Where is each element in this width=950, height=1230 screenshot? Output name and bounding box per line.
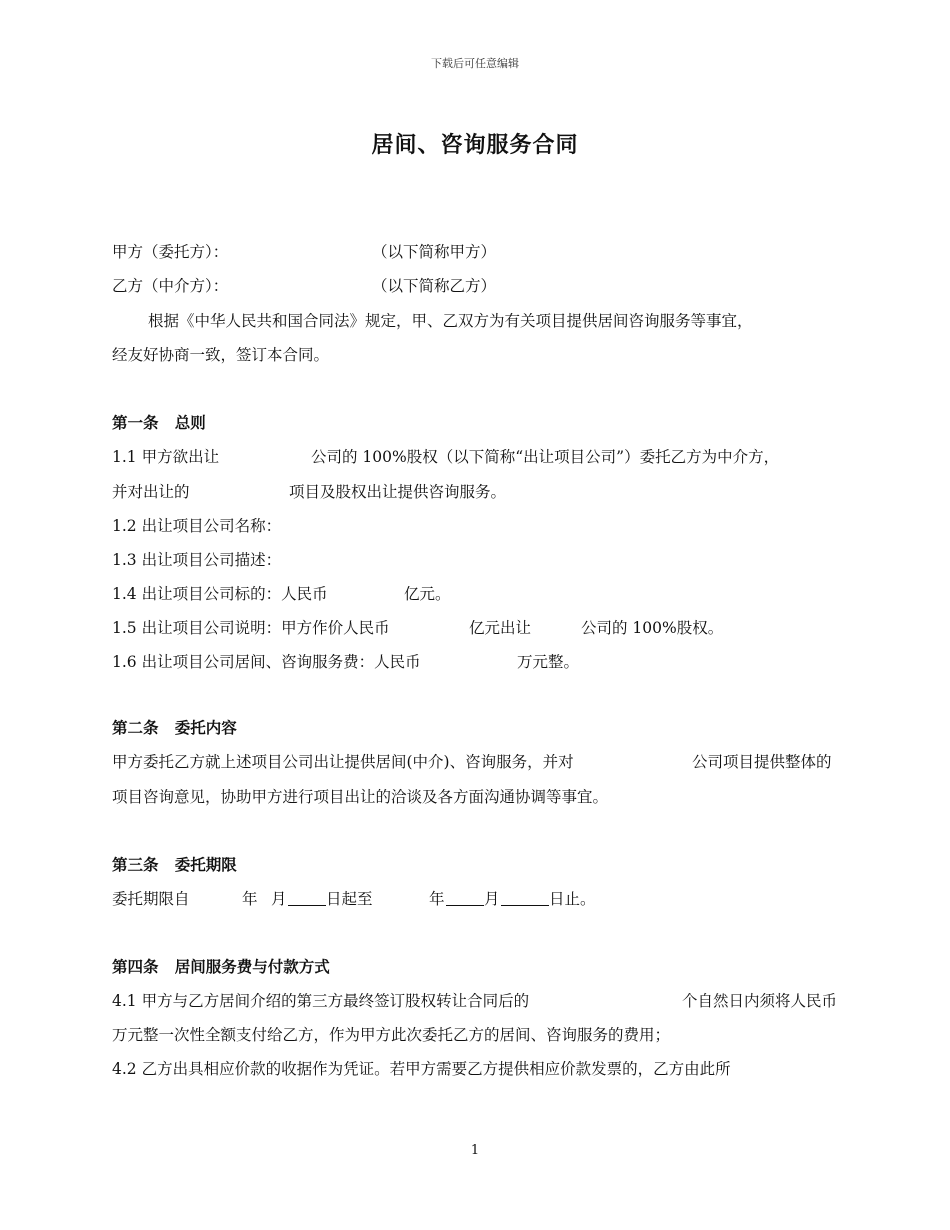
preamble-line-1: 根据《中华人民共和国合同法》规定，甲、乙双方为有关项目提供居间咨询服务等事宜， — [148, 312, 753, 330]
article-3-start: 委托期限自 — [112, 890, 190, 908]
page-number: 1 — [470, 1143, 480, 1158]
article-1-6-start: 1.6 出让项目公司居间、咨询服务费：人民币 — [112, 653, 421, 671]
article-1-5-start: 1.5 出让项目公司说明：甲方作价人民币 — [112, 619, 390, 637]
article-3-end: 日止。 — [549, 890, 596, 908]
article-1-heading: 第一条 总则 — [112, 413, 206, 432]
article-3-day-1: 日起至 — [326, 890, 373, 908]
article-3-month-1: 月 — [271, 890, 287, 908]
article-3-year-2: 年 — [429, 890, 445, 908]
article-1-1b-end: 项目及股权出让提供咨询服务。 — [289, 483, 507, 501]
article-3-day-blank-2[interactable] — [501, 889, 549, 906]
article-1-5-end: 公司的 100%股权。 — [581, 619, 724, 637]
party-b-label: 乙方（中介方）： — [112, 277, 229, 295]
article-4-2: 4.2 乙方出具相应价款的收据作为凭证。若甲方需要乙方提供相应价款发票的，乙方由此所 — [112, 1060, 731, 1078]
article-1-1b-start: 并对出让的 — [112, 483, 190, 501]
article-3-day-blank-1[interactable] — [288, 889, 326, 906]
party-a-label: 甲方（委托方）： — [112, 243, 229, 261]
article-2-heading: 第二条 委托内容 — [112, 718, 237, 737]
header-note: 下载后可任意编辑 — [431, 57, 519, 70]
article-1-3: 1.3 出让项目公司描述： — [112, 551, 282, 569]
article-1-4-end: 亿元。 — [404, 585, 451, 603]
document-title: 居间、咨询服务合同 — [371, 132, 579, 158]
article-1-1-start: 1.1 甲方欲出让 — [112, 448, 220, 466]
article-4-1-end: 个自然日内须将人民币 — [682, 992, 838, 1010]
article-3-month-blank-2[interactable] — [446, 889, 484, 906]
article-4-1-line-2: 万元整一次性全额支付给乙方，作为甲方此次委托乙方的居间、咨询服务的费用； — [112, 1026, 671, 1044]
article-1-2: 1.2 出让项目公司名称： — [112, 517, 282, 535]
article-1-5-mid: 亿元出让 — [469, 619, 532, 637]
preamble-line-2: 经友好协商一致，签订本合同。 — [112, 346, 330, 364]
article-4-1-start: 4.1 甲方与乙方居间介绍的第三方最终签订股权转让合同后的 — [112, 992, 530, 1010]
article-2-line-2: 项目咨询意见，协助甲方进行项目出让的洽谈及各方面沟通协调等事宜。 — [112, 788, 609, 806]
article-2-line-1-end: 公司项目提供整体的 — [692, 753, 832, 771]
party-b-alias: （以下简称乙方） — [372, 277, 497, 295]
article-4-heading: 第四条 居间服务费与付款方式 — [112, 957, 330, 976]
article-2-line-1-start: 甲方委托乙方就上述项目公司出让提供居间(中介)、咨询服务，并对 — [112, 753, 574, 771]
article-3-year-1: 年 — [242, 890, 258, 908]
party-a-alias: （以下简称甲方） — [372, 243, 497, 261]
article-3-heading: 第三条 委托期限 — [112, 855, 237, 874]
article-3-month-2: 月 — [484, 890, 500, 908]
article-1-6-end: 万元整。 — [517, 653, 580, 671]
article-1-4-start: 1.4 出让项目公司标的：人民币 — [112, 585, 328, 603]
article-1-1-end: 公司的 100%股权（以下简称“出让项目公司”）委托乙方为中介方， — [311, 448, 780, 466]
